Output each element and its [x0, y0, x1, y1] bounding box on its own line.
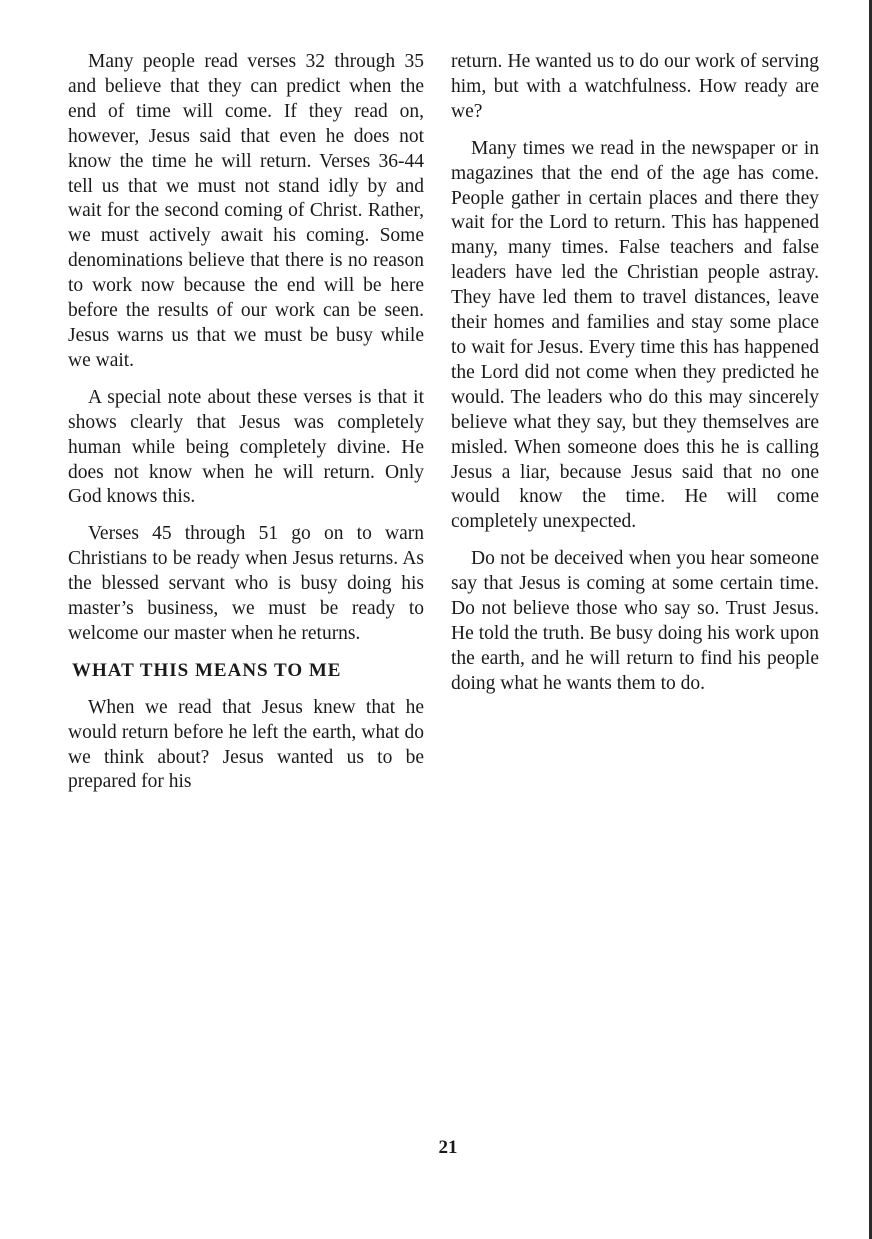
right-column: [451, 50, 819, 709]
paragraph-special-note: A special note about these verses is that it shows clearly that Jesus was completely human while being completely divine. He does not know when he will return. Only God knows this.: [68, 386, 424, 508]
paragraph-verses-32-35: Many people read verses 32 through 35 and believe that they can predict when the end of time will come. If they read on, however, Jesus said that even he does not know the time he will return. Verses 36-44 tell us that we must not stand idly by and wait for the second coming of Christ. Rather, we must actively await his coming. Some denominations believe that there is no reason to work now because the end will be here before the results of our work can be seen. Jesus warns us that we must be busy while we wait.: [68, 51, 424, 371]
page-number: 21: [438, 1137, 458, 1158]
paragraph-many-times: Many times we read in the newspaper or in magazines that the end of the age has come. People gather in certain places and there they wait for the Lord to return. This has happened many, many times. False teachers and false leaders have led the Christian people astray. They have led them to travel distances, leave their homes and families and stay some place to wait for Jesus. Every time this has happened the Lord did not come when they predicted he would. The leaders who do this may sincerely believe what they say, but they themselves are misled. When someone does this he is calling Jesus a liar, because Jesus said that no one would know the time. He will come completely unexpected.: [451, 137, 819, 533]
paragraph-verses-45-51: Verses 45 through 51 go on to warn Christians to be ready when Jesus returns. As the blessed servant who is busy doing his master’s business, we must be ready to welcome our master when he returns.: [68, 523, 424, 644]
left-column: [68, 50, 424, 807]
paragraph-do-not-be-deceived: Do not be deceived when you hear someone say that Jesus is coming at some certain time. Do not believe those who say so. Trust Jesus. He told the truth. Be busy doing his work upon the earth, and he will return to find his people doing what he wants them to do.: [451, 548, 819, 694]
paragraph-continuation: return. He wanted us to do our work of serving him, but with a watchfulness. How ready are we?: [451, 51, 819, 122]
section-heading: WHAT THIS MEANS TO ME: [72, 659, 342, 681]
paragraph-what-this-means: When we read that Jesus knew that he would return before he left the earth, what do we think about? Jesus wanted us to be prepared for his: [68, 696, 424, 793]
